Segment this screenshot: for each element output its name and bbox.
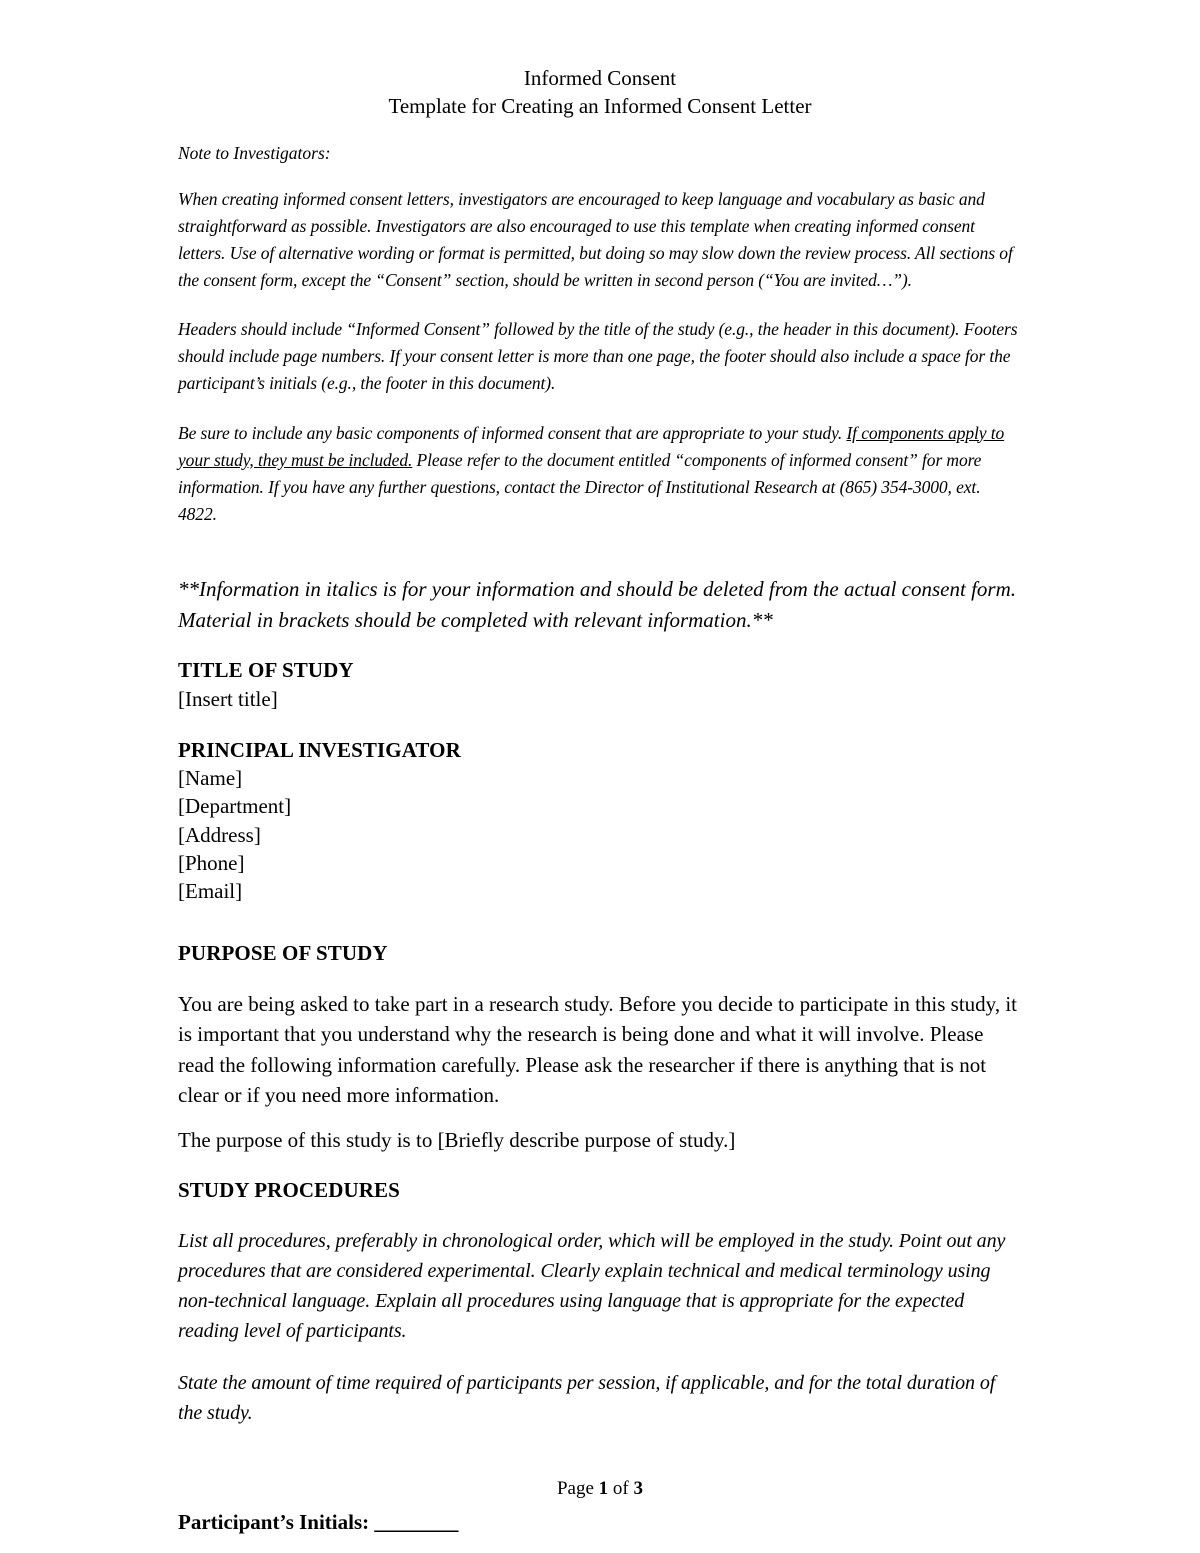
document-footer [0, 1478, 1200, 1553]
footer-participant-initials: Participant’s Initials: ________ [178, 1510, 459, 1534]
footer-page-middle: of [608, 1478, 634, 1499]
note-paragraph-3 [178, 420, 1022, 529]
section-body-title-of-study: [Insert title] [178, 687, 278, 712]
footer-page-number: 1 [598, 1478, 609, 1499]
pi-field-phone: [Phone] [178, 851, 245, 875]
header-title-line2: Template for Creating an Informed Consent Letter [388, 94, 812, 119]
study-procedures-paragraph-1: List all procedures, preferably in chronological order, which will be employed in the study. Point out any procedures that are considered experimental. Clearly explain technical and medical terminology using non-technical language. Explain all procedures using language that is appropriate for the expected reading level of participants. [178, 1230, 1006, 1343]
footer-page-indicator [178, 1478, 1022, 1500]
pi-field-email: [Email] [178, 879, 243, 904]
italics-disclaimer: **Information in italics is for your information and should be deleted from the actual consent form. Material in brackets should be completed with relevant information.** [178, 577, 1017, 632]
section-heading-study-procedures: STUDY PROCEDURES [178, 1178, 400, 1203]
pi-field-address: [Address] [178, 822, 261, 847]
header-title-line1: Informed Consent [523, 66, 677, 90]
section-heading-title-of-study: TITLE OF STUDY [178, 657, 354, 682]
note-paragraph-3-part1: Be sure to include any basic components of informed consent that are appropriate to your study. [178, 422, 847, 443]
footer-page-total: 3 [633, 1478, 643, 1499]
note-paragraph-3-underlined: If components apply to your study, they must be included. [178, 422, 1005, 470]
pi-field-name: [Name] [178, 765, 243, 790]
purpose-paragraph-2: The purpose of this study is to [Briefly describe purpose of study.] [178, 1127, 736, 1152]
note-paragraph-1: When creating informed consent letters, investigators are encouraged to keep language and vocabulary as basic and straightforward as possible. Investigators are also encouraged to use this template when creating informed consent letters. Use of alternative wording or format is permitted, but doing so may slow down the review process. All sections of the consent form, except the “Consent” section, should be written in second person (“You are invited…”). [178, 188, 1013, 291]
footer-page-prefix: Page [556, 1478, 599, 1499]
pi-field-department: [Department] [178, 794, 292, 819]
note-paragraph-2: Headers should include “Informed Consent” followed by the title of the study (e.g., the header in this document). Footers should include page numbers. If your consent letter is more than one page, the footer should also include a space for the participant’s initials (e.g., the footer in this document). [178, 319, 1018, 394]
purpose-paragraph-1: You are being asked to take part in a research study. Before you decide to participate in this study, it is important that you understand why the research is being done and what it will involve. Please read the following information carefully. Please ask the researcher if there is anything that is not clear or if you need more information. [178, 991, 1017, 1108]
section-heading-principal-investigator: PRINCIPAL INVESTIGATOR [178, 737, 461, 762]
note-paragraph-3-part2: Please refer to the document entitled “components of informed consent” for more information. If you have any further questions, contact the Director of Institutional Research at (865) 354-3000, ext. 4822. [178, 449, 982, 524]
section-heading-purpose-of-study: PURPOSE OF STUDY [178, 940, 388, 965]
document-header [178, 64, 1022, 121]
study-procedures-paragraph-2: State the amount of time required of participants per session, if applicable, and for the total duration of the study. [178, 1372, 996, 1425]
note-to-investigators-label: Note to Investigators: [178, 142, 331, 163]
